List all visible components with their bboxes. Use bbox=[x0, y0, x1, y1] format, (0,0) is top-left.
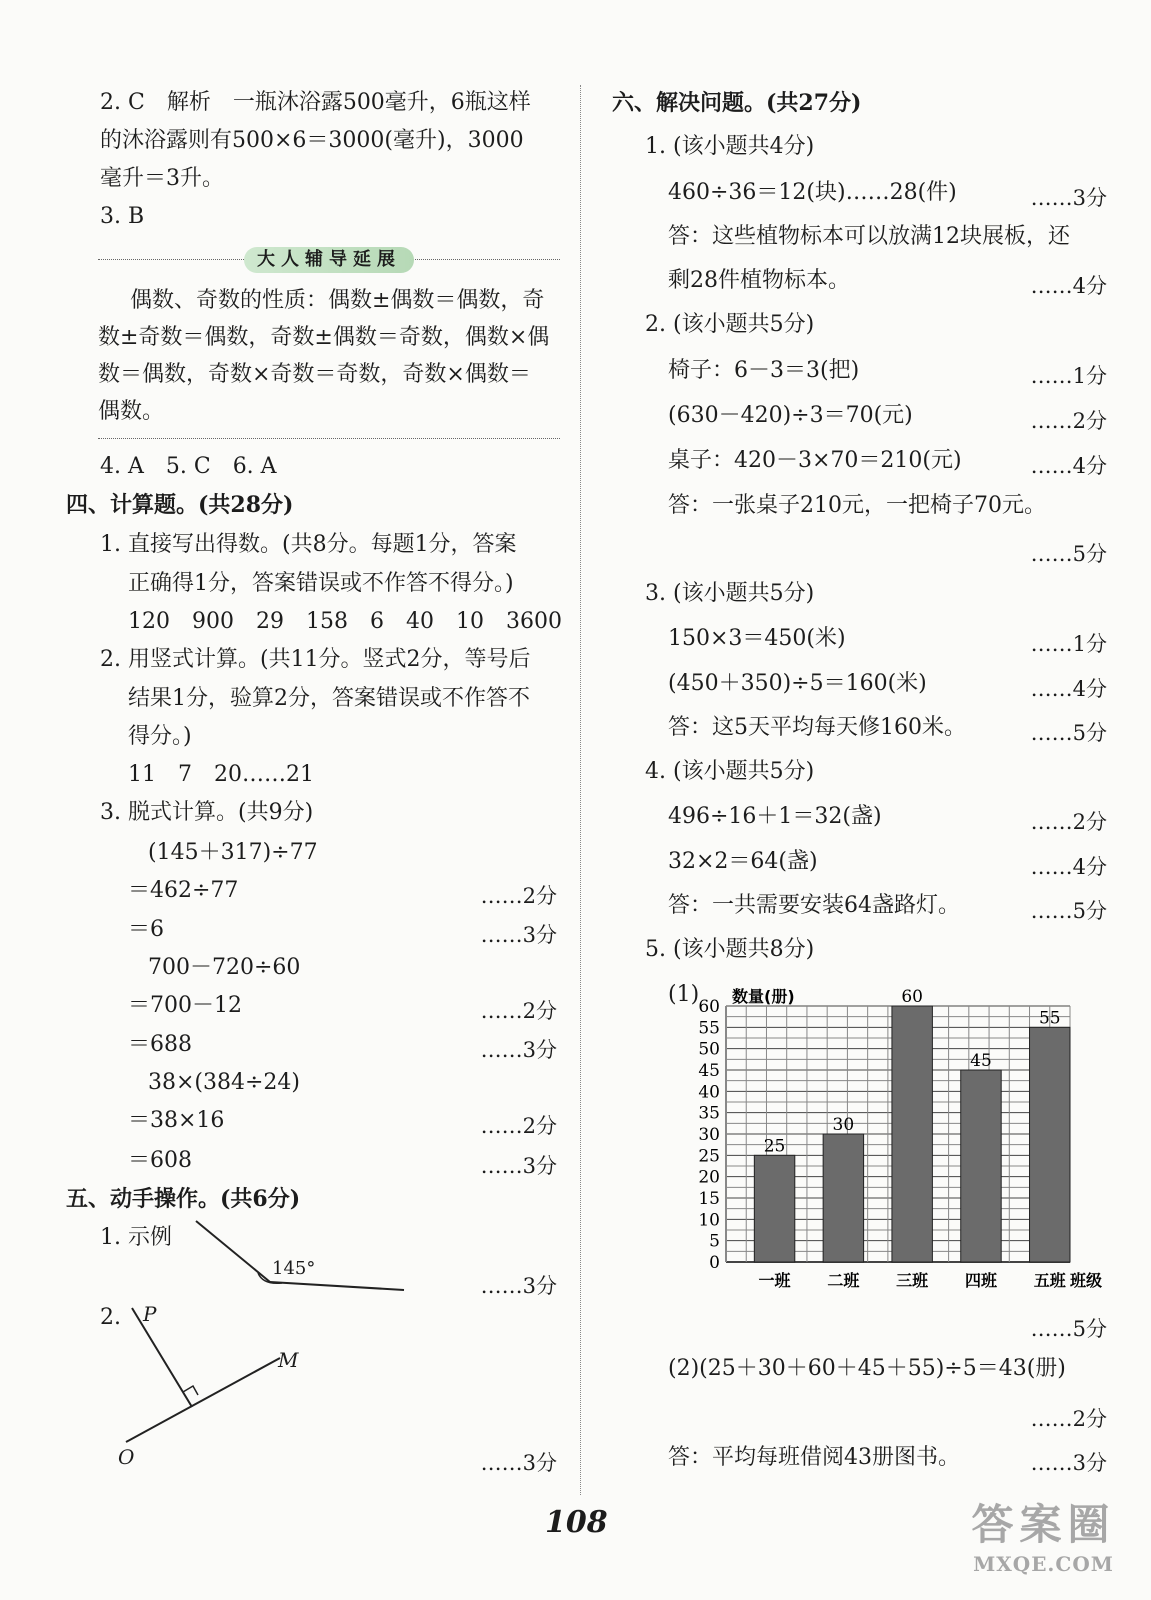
calc-step: ＝38×16 bbox=[128, 1108, 225, 1133]
p5-answer-score: ……3分 bbox=[1030, 1451, 1107, 1475]
p2-line2-score: ……2分 bbox=[1030, 409, 1107, 433]
chart-y-axis-label: 数量(册) bbox=[732, 987, 795, 1006]
p3-line3-score: ……5分 bbox=[1030, 721, 1107, 745]
calc-step: 38×(384÷24) bbox=[148, 1070, 301, 1095]
watermark-title: 答案圈 bbox=[971, 1500, 1116, 1549]
calc-step: (145＋317)÷77 bbox=[148, 840, 318, 865]
s5-q2-score: ……3分 bbox=[480, 1451, 557, 1475]
right-angle-mark bbox=[183, 1386, 198, 1395]
bar bbox=[754, 1155, 794, 1262]
p2-title: 2. (该小题共5分) bbox=[645, 312, 815, 337]
p1-title: 1. (该小题共4分) bbox=[645, 134, 815, 159]
p3-title: 3. (该小题共5分) bbox=[645, 581, 815, 606]
s4-q2-line3: 得分。) bbox=[128, 724, 192, 749]
q2-line2: 的沐浴露则有500×6＝3000(毫升)，3000 bbox=[100, 128, 524, 153]
p1-line1-score: ……3分 bbox=[1030, 186, 1107, 210]
section5-title: 五、动手操作。(共6分) bbox=[66, 1186, 301, 1212]
bar bbox=[961, 1070, 1001, 1262]
y-tick-label: 10 bbox=[698, 1210, 720, 1231]
calc-score: ……2分 bbox=[480, 884, 557, 908]
p2-line4: 答：一张桌子210元，一把椅子70元。 bbox=[668, 493, 1046, 518]
y-tick-label: 5 bbox=[709, 1231, 720, 1252]
s4-q2-line1: 2. 用竖式计算。(共11分。竖式2分，等号后 bbox=[100, 647, 531, 672]
p5-title: 5. (该小题共8分) bbox=[645, 937, 815, 962]
bar-value-label: 55 bbox=[1038, 1008, 1061, 1029]
x-category-label: 一班 bbox=[758, 1271, 791, 1290]
calc-score: ……2分 bbox=[480, 1114, 557, 1138]
p5-part2: (2)(25＋30＋60＋45＋55)÷5＝43(册) bbox=[668, 1356, 1066, 1381]
s4-q1-line1: 1. 直接写出得数。(共8分。每题1分，答案 bbox=[100, 532, 517, 557]
calc-score: ……3分 bbox=[480, 1154, 557, 1178]
point-m-label: M bbox=[278, 1348, 299, 1372]
y-tick-label: 55 bbox=[698, 1018, 720, 1039]
p3-line1: 150×3＝450(米) bbox=[668, 626, 846, 651]
angle-ray-left bbox=[196, 1221, 270, 1282]
bar bbox=[892, 1006, 932, 1262]
p4-title: 4. (该小题共5分) bbox=[645, 759, 815, 784]
p4-line3-score: ……5分 bbox=[1030, 899, 1107, 923]
y-tick-label: 30 bbox=[698, 1125, 720, 1145]
extension-line2: 数±奇数＝偶数，奇数±偶数＝奇数，偶数×偶 bbox=[98, 325, 550, 350]
column-divider bbox=[580, 85, 581, 1495]
s5-q1-score: ……3分 bbox=[480, 1274, 557, 1298]
p4-line1-score: ……2分 bbox=[1030, 810, 1107, 834]
p2-line2: (630－420)÷3＝70(元) bbox=[668, 403, 913, 428]
x-category-label: 三班 bbox=[896, 1271, 929, 1290]
p5-answer: 答：平均每班借阅43册图书。 bbox=[668, 1445, 960, 1470]
s5-q1-label: 1. 示例 bbox=[100, 1225, 172, 1250]
section6-title: 六、解决问题。(共27分) bbox=[612, 90, 862, 116]
perpendicular-line bbox=[132, 1308, 192, 1407]
point-o-label: O bbox=[118, 1445, 135, 1469]
page-number: 108 bbox=[545, 1505, 608, 1540]
p3-line1-score: ……1分 bbox=[1030, 632, 1107, 656]
p1-line2: 答：这些植物标本可以放满12块展板，还 bbox=[668, 224, 1070, 249]
p2-line3-score: ……4分 bbox=[1030, 454, 1107, 478]
p1-line3: 剩28件植物标本。 bbox=[668, 268, 850, 293]
p2-line1-score: ……1分 bbox=[1030, 364, 1107, 388]
y-tick-label: 15 bbox=[698, 1189, 720, 1209]
y-tick-label: 35 bbox=[698, 1103, 720, 1124]
p1-line1: 460÷36＝12(块)……28(件) bbox=[668, 180, 957, 205]
q2-line1: 2. C 解析 一瓶沐浴露500毫升，6瓶这样 bbox=[100, 90, 531, 115]
p3-line2: (450＋350)÷5＝160(米) bbox=[668, 671, 927, 696]
q456-answers: 4. A 5. C 6. A bbox=[100, 454, 277, 479]
s4-q2-answers: 11 7 20……21 bbox=[128, 762, 314, 787]
calc-step: ＝462÷77 bbox=[128, 878, 239, 903]
q3-answer: 3. B bbox=[100, 204, 145, 229]
s4-q1-line2: 正确得1分，答案错误或不作答不得分。) bbox=[128, 571, 514, 596]
calc-step: ＝688 bbox=[128, 1032, 192, 1057]
calc-step: ＝6 bbox=[128, 917, 164, 942]
y-tick-label: 60 bbox=[698, 997, 720, 1017]
s4-q1-answers: 120 900 29 158 6 40 10 3600 bbox=[128, 609, 562, 634]
p3-line2-score: ……4分 bbox=[1030, 677, 1107, 701]
p4-line3: 答：一共需要安装64盏路灯。 bbox=[668, 893, 960, 918]
p2-line3: 桌子：420－3×70＝210(元) bbox=[668, 448, 962, 473]
point-p-label: P bbox=[143, 1302, 157, 1326]
y-tick-label: 20 bbox=[698, 1167, 720, 1188]
calc-score: ……2分 bbox=[480, 999, 557, 1023]
s5-q2-label: 2. bbox=[100, 1305, 121, 1330]
p5-part1-score: ……5分 bbox=[1030, 1317, 1107, 1341]
p2-line1: 椅子：6－3＝3(把) bbox=[668, 358, 860, 383]
p2-line4-score: ……5分 bbox=[1030, 542, 1107, 566]
p4-line2-score: ……4分 bbox=[1030, 855, 1107, 879]
q2-line3: 毫升＝3升。 bbox=[100, 166, 224, 191]
y-tick-label: 25 bbox=[698, 1146, 720, 1167]
x-category-label: 五班 bbox=[1033, 1271, 1066, 1290]
bar-value-label: 45 bbox=[970, 1051, 992, 1071]
p4-line1: 496÷16＋1＝32(盏) bbox=[668, 804, 882, 829]
extension-line1: 偶数、奇数的性质：偶数±偶数＝偶数，奇 bbox=[130, 288, 545, 313]
calc-score: ……3分 bbox=[480, 1038, 557, 1062]
p1-line3-score: ……4分 bbox=[1030, 274, 1107, 298]
chart-x-axis-label: 班级 bbox=[1069, 1271, 1103, 1290]
section4-title: 四、计算题。(共28分) bbox=[66, 492, 294, 518]
ray-om bbox=[126, 1358, 280, 1442]
p5-part1-label: (1) bbox=[668, 982, 700, 1007]
watermark-logo bbox=[946, 1492, 1141, 1592]
y-tick-label: 50 bbox=[698, 1039, 720, 1060]
y-tick-label: 0 bbox=[709, 1253, 720, 1273]
calc-score: ……3分 bbox=[480, 923, 557, 947]
p3-line3: 答：这5天平均每天修160米。 bbox=[668, 715, 966, 740]
s4-q2-line2: 结果1分，验算2分，答案错误或不作答不 bbox=[128, 686, 530, 711]
calc-step: 700－720÷60 bbox=[148, 955, 301, 980]
extension-banner: 大人辅导延展 bbox=[244, 247, 414, 273]
bar-value-label: 30 bbox=[832, 1115, 855, 1135]
bar bbox=[823, 1134, 863, 1262]
extension-bottom-divider bbox=[98, 438, 560, 439]
bar-value-label: 60 bbox=[901, 987, 923, 1007]
chart-labels bbox=[698, 987, 1066, 1290]
s4-q3-title: 3. 脱式计算。(共9分) bbox=[100, 800, 314, 825]
p4-line2: 32×2＝64(盏) bbox=[668, 849, 818, 874]
angle-ray-right bbox=[270, 1282, 404, 1290]
bar-chart bbox=[690, 980, 1110, 1290]
bar-value-label: 25 bbox=[763, 1136, 786, 1157]
extension-line3: 数＝偶数，奇数×奇数＝奇数，奇数×偶数＝ bbox=[98, 362, 531, 387]
angle-label: 145° bbox=[272, 1258, 316, 1279]
extension-line4: 偶数。 bbox=[98, 399, 165, 424]
y-tick-label: 40 bbox=[698, 1082, 720, 1103]
p5-part2-score: ……2分 bbox=[1030, 1407, 1107, 1431]
watermark-url: MXQE.COM bbox=[973, 1552, 1114, 1576]
x-category-label: 四班 bbox=[964, 1271, 997, 1290]
y-tick-label: 45 bbox=[698, 1061, 720, 1081]
calc-step: ＝608 bbox=[128, 1148, 192, 1173]
calc-step: ＝700－12 bbox=[128, 993, 242, 1018]
x-category-label: 二班 bbox=[827, 1271, 860, 1290]
bar bbox=[1030, 1027, 1070, 1262]
